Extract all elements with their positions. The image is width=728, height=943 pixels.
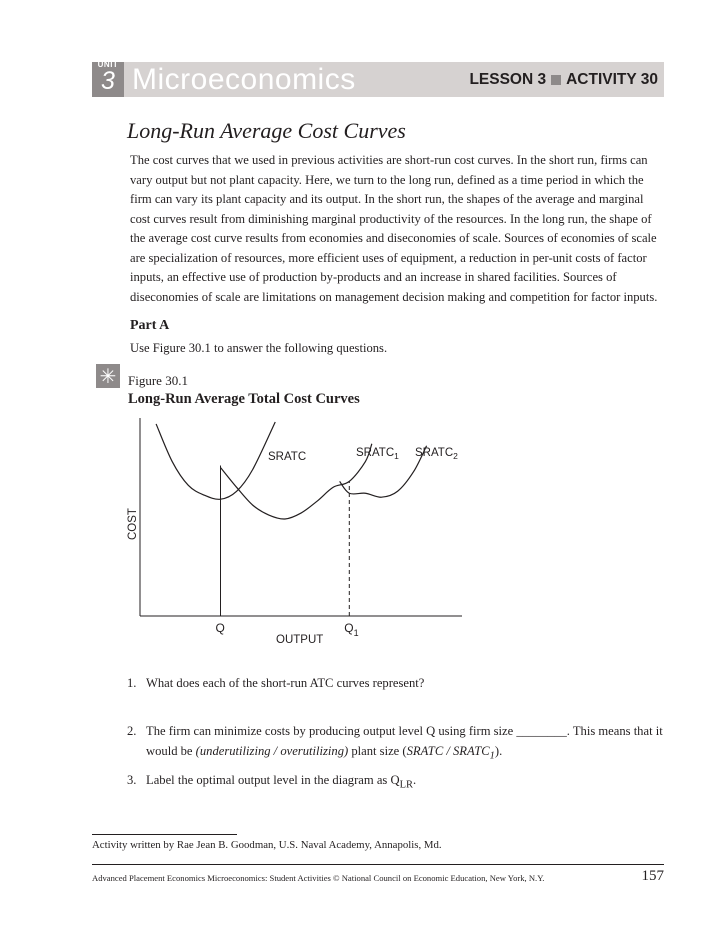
- question-text-part: .: [412, 773, 417, 787]
- asterisk-icon: ✳: [96, 364, 120, 388]
- lesson-activity: [469, 62, 658, 97]
- series-label: SRATC: [268, 451, 307, 463]
- footer-citation: Advanced Placement Economics Microeconomics: Student Activities © National Council on Economic Education, New York, N.Y.: [92, 873, 545, 883]
- intro-paragraph: The cost curves that we used in previous activities are short-run cost curves. In the short run, firms can vary output but not plant capacity. Here, we turn to the long run, defined as a time period in which the firm can vary its plant capacity and its output. In the short run, the shapes of the average and marginal cost curves result from diminishing marginal productivity of the resources. In the long run, the shape of the average cost curve results from economies and diseconomies of scale. Sources of economies of scale are specialization of resources, more efficient uses of equipment, a reduction in per-unit costs of factor inputs, an effective use of production by-products and an increase in shared facilities. Sources of diseconomies of scale are limitations on management decision making and competition for factor inputs.: [130, 153, 658, 304]
- footnote: Activity written by Rae Jean B. Goodman, U.S. Naval Academy, Annapolis, Md.: [92, 839, 442, 851]
- question-3: [127, 771, 667, 795]
- series-label: $SRATC_1$: [356, 447, 399, 461]
- footer-rule: [92, 864, 664, 865]
- subscript: 1: [489, 750, 495, 762]
- page-title: Long-Run Average Cost Curves: [127, 118, 406, 143]
- series-label: $SRATC_2$: [415, 447, 458, 461]
- footnote-rule: [92, 834, 237, 835]
- question-text: [127, 771, 667, 795]
- page-number: 157: [641, 868, 664, 884]
- question-text-part: ).: [494, 743, 503, 758]
- y-axis-label: COST: [127, 508, 139, 540]
- question-number: 2.: [127, 724, 137, 738]
- figure-label: Figure 30.1: [128, 373, 188, 388]
- square-bullet-icon: [551, 75, 561, 85]
- x-axis-label: OUTPUT: [276, 634, 324, 646]
- figure-title: Long-Run Average Total Cost Curves: [128, 391, 360, 407]
- question-number: 3.: [127, 773, 137, 787]
- question-text-part: plant size (: [348, 743, 407, 758]
- x-tick-label: $Q_1$: [344, 621, 359, 638]
- question-2: [127, 722, 667, 766]
- activity-label: ACTIVITY 30: [566, 71, 658, 88]
- sratc-curve-2: [340, 446, 427, 498]
- question-1: [127, 674, 667, 694]
- question-number: 1.: [127, 676, 137, 690]
- sratc-curve-1: [221, 444, 372, 519]
- unit-word: UNIT: [97, 60, 119, 69]
- unit-title: Microeconomics: [132, 63, 356, 96]
- part-a-heading: Part A: [130, 318, 170, 333]
- x-tick-label: Q: [215, 621, 225, 635]
- unit-number: 3: [101, 67, 115, 95]
- question-text-part: Label the optimal output level in the diagram as Q: [146, 773, 400, 787]
- lesson-label: LESSON 3: [469, 71, 547, 88]
- question-text: [127, 722, 667, 766]
- part-a-instruction: Use Figure 30.1 to answer the following questions.: [130, 341, 388, 355]
- question-text-italic: [406, 743, 495, 762]
- question-text-italic: (underutilizing / overutilizing): [195, 743, 349, 758]
- question-text-part: SRATC / SRATC: [406, 743, 490, 758]
- question-text: What does each of the short-run ATC curves represent?: [146, 676, 425, 690]
- sratc-curve-0: [156, 422, 275, 499]
- subscript: LR: [399, 779, 413, 791]
- question-text-part: The firm can minimize costs by producing output level Q using firm size ________. This means that it would be: [146, 724, 663, 758]
